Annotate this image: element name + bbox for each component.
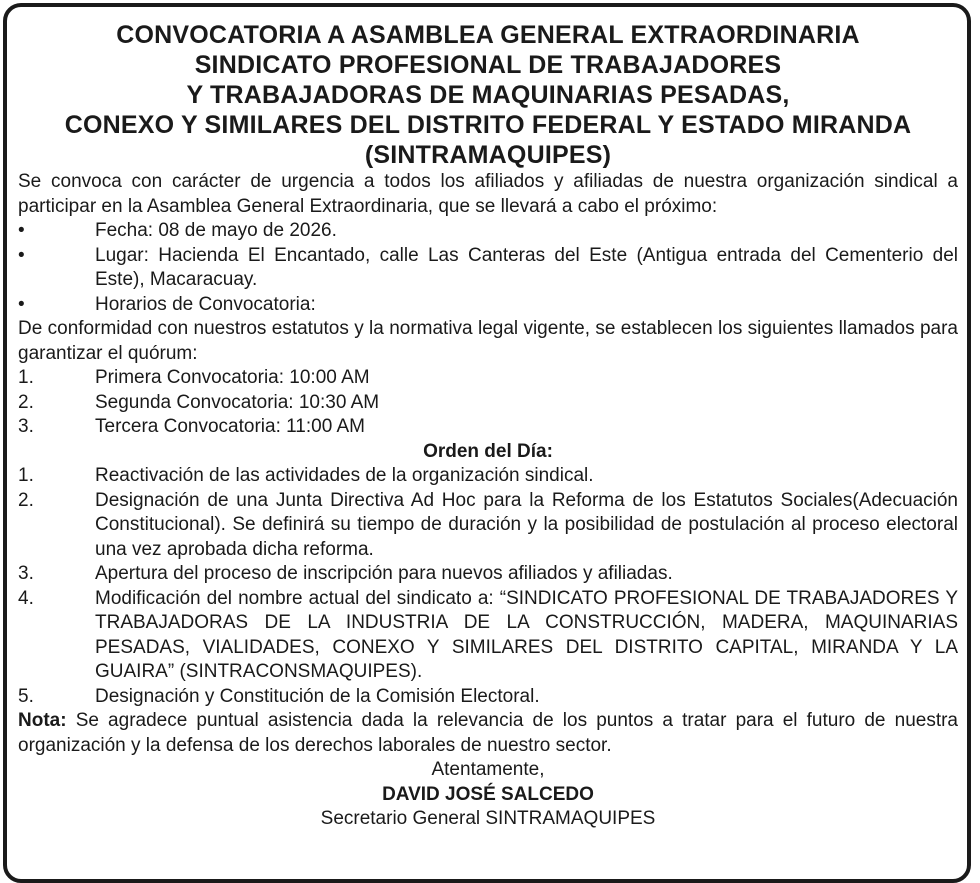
closing-text: Atentamente, <box>431 759 545 780</box>
call-item <box>18 391 958 416</box>
agenda-item <box>18 587 958 685</box>
detail-text: Lugar: Hacienda El Encantado, calle Las Canteras del Este (Antigua entrada del Cementerio del Este), Macaracuay. <box>95 244 958 290</box>
agenda-heading: Orden del Día: <box>423 440 553 462</box>
notice-body <box>18 170 958 832</box>
call-text: Segunda Convocatoria: 10:30 AM <box>95 391 380 413</box>
number-marker: 3. <box>18 416 34 437</box>
number-marker: 2. <box>18 391 34 413</box>
title-line: Y TRABAJADORAS DE MAQUINARIAS PESADAS, <box>186 81 790 109</box>
signer-name: DAVID JOSÉ SALCEDO <box>382 783 594 805</box>
detail-item <box>18 244 958 293</box>
number-marker: 1. <box>18 367 34 388</box>
call-text: Tercera Convocatoria: 11:00 AM <box>95 416 366 437</box>
agenda-text: Reactivación de las actividades de la organización sindical. <box>95 465 594 486</box>
note-label: Nota: <box>18 710 67 731</box>
bullet-marker: • <box>18 293 25 315</box>
intro-paragraph: Se convoca con carácter de urgencia a todos los afiliados y afiliadas de nuestra organización sindical a participar en la Asamblea General Extraordinaria, que se llevará a cabo el próximo: <box>18 171 958 217</box>
title-line: SINDICATO PROFESIONAL DE TRABAJADORES <box>194 51 782 79</box>
title-line: (SINTRAMAQUIPES) <box>364 141 612 169</box>
detail-text: Fecha: 08 de mayo de 2026. <box>95 220 337 241</box>
title-line: CONEXO Y SIMILARES DEL DISTRITO FEDERAL Y ESTADO MIRANDA <box>64 111 912 139</box>
agenda-text: Designación de una Junta Directiva Ad Hoc para la Reforma de los Estatutos Sociales(Adecuación Constitucional). Se definirá su tiempo de duración y la posibilidad de postulación al proceso electoral una vez aprobada dicha reforma. <box>95 489 958 560</box>
number-marker: 4. <box>18 587 34 609</box>
quorum-paragraph: De conformidad con nuestros estatutos y la normativa legal vigente, se establecen los siguientes llamados para garantizar el quórum: <box>18 318 958 364</box>
agenda-text: Designación y Constitución de la Comisión Electoral. <box>95 685 540 707</box>
number-marker: 2. <box>18 489 34 511</box>
bullet-marker: • <box>18 220 25 241</box>
call-item <box>18 366 958 391</box>
note-text: Se agradece puntual asistencia dada la relevancia de los puntos a tratar para el futuro de nuestra organización y la defensa de los derechos laborales de nuestro sector. <box>18 710 958 756</box>
note-paragraph <box>18 709 958 758</box>
signer-title: Secretario General SINTRAMAQUIPES <box>320 808 656 829</box>
agenda-text: Apertura del proceso de inscripción para nuevos afiliados y afiliadas. <box>95 563 673 584</box>
bullet-marker: • <box>18 244 25 266</box>
detail-text: Horarios de Convocatoria: <box>95 293 316 315</box>
agenda-item <box>18 562 958 587</box>
call-text: Primera Convocatoria: 10:00 AM <box>95 367 370 388</box>
title-line: CONVOCATORIA A ASAMBLEA GENERAL EXTRAORDINARIA <box>116 21 860 49</box>
agenda-item <box>18 685 958 710</box>
notice-title <box>18 20 958 170</box>
call-item <box>18 415 958 440</box>
number-marker: 5. <box>18 685 34 707</box>
detail-item <box>18 219 958 244</box>
agenda-item <box>18 489 958 563</box>
number-marker: 3. <box>18 563 34 584</box>
agenda-item <box>18 464 958 489</box>
notice-content <box>18 20 958 832</box>
agenda-text: Modificación del nombre actual del sindicato a: “SINDICATO PROFESIONAL DE TRABAJADORES Y TRABAJADORAS DE LA INDUSTRIA DE LA CONSTRUCCIÓN, MADERA, MAQUINARIAS PESADAS, VIALIDADES, CONEXO Y SIMILARES DEL DISTRITO CAPITAL, MIRANDA Y LA GUAIRA” (SINTRACONSMAQUIPES). <box>95 587 958 682</box>
detail-item <box>18 293 958 318</box>
number-marker: 1. <box>18 465 34 486</box>
